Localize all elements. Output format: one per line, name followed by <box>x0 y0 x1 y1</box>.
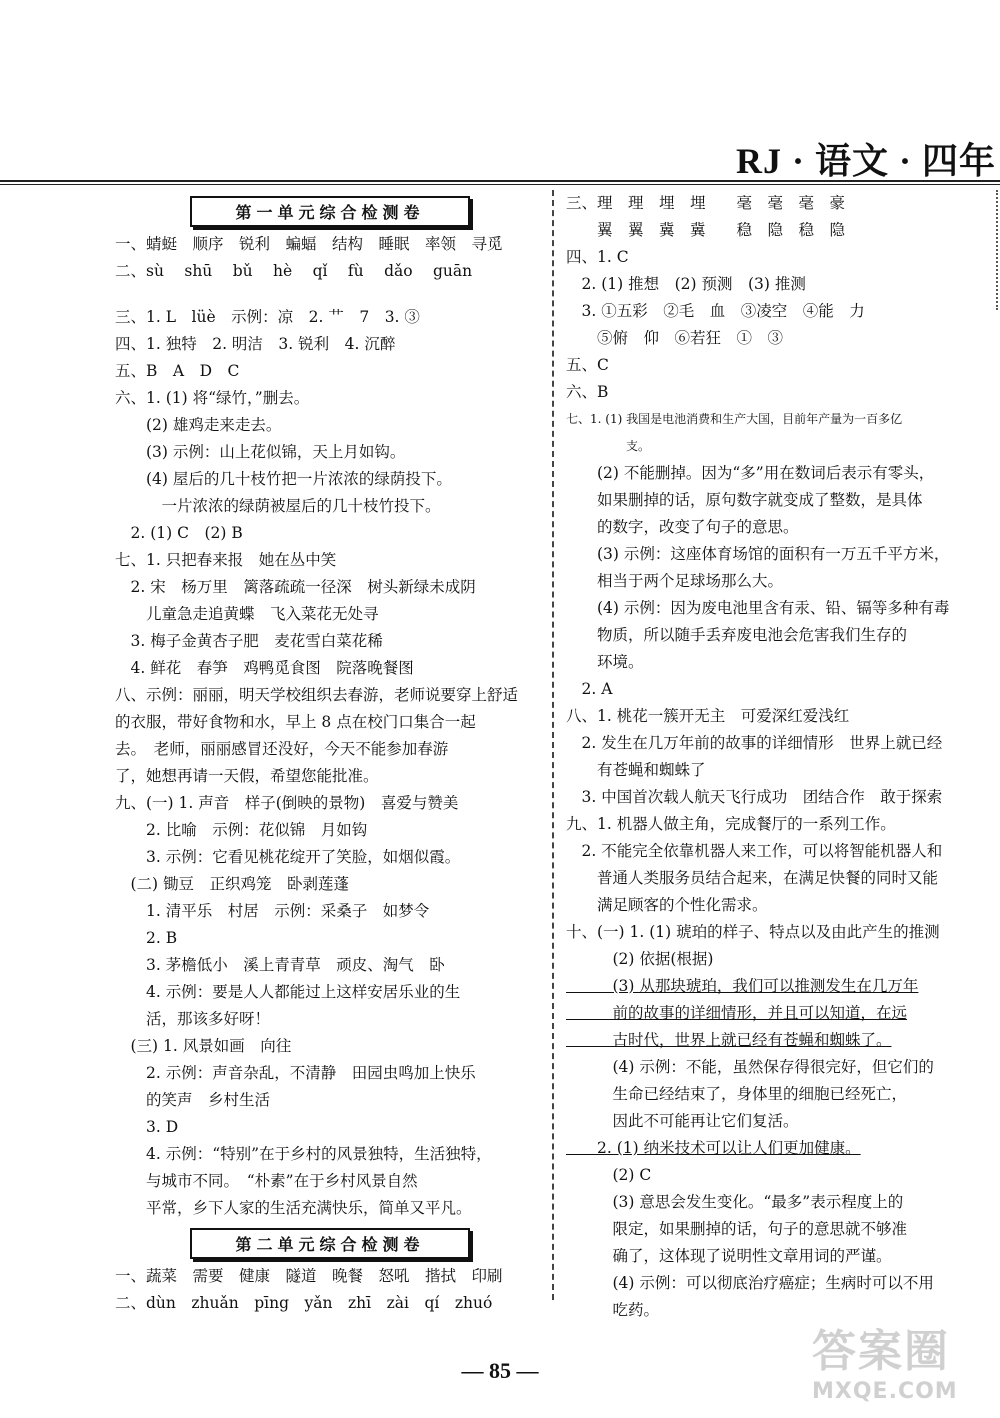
underlined-answer-line: 古时代，世界上就已经有苍蝇和蜘蛛了。 <box>566 1031 892 1049</box>
answer-line: 2. B <box>115 929 178 947</box>
answer-line: (3) 示例：山上花似锦，天上月如钩。 <box>115 443 406 461</box>
right-column <box>566 190 996 1324</box>
answer-line: 七、1. (1) 我国是电池消费和生产大国，目前年产量为一百多亿 <box>566 412 903 426</box>
answer-line: 八、1. 桃花一簇开无主 可爱深红爱浅红 <box>566 707 850 725</box>
underlined-answer-line: 2. (1) 纳米技术可以让人们更加健康。 <box>566 1139 861 1157</box>
answer-line: 六、B <box>566 383 609 401</box>
answer-line: 四、1. 独特 2. 明洁 3. 锐利 4. 沉醉 <box>115 335 396 353</box>
header-rule <box>0 180 1000 182</box>
answer-line: 2. A <box>566 680 613 698</box>
answer-line: 的衣服，带好食物和水，早上 8 点在校门口集合一起 <box>115 713 476 731</box>
answer-line: (2) 不能删掉。因为“多”用在数词后表示有零头， <box>566 464 935 482</box>
underlined-answer-line: (3) 从那块琥珀，我们可以推测发生在几万年 <box>566 977 919 995</box>
answer-line: 三、理 理 埋 埋 毫 毫 毫 豪 <box>566 194 846 212</box>
answer-line: 2. 发生在几万年前的故事的详细情形 世界上就已经 <box>566 734 943 752</box>
answer-line: 2. (1) 推想 (2) 预测 (3) 推测 <box>566 275 806 293</box>
answer-line: 与城市不同。 “朴素”在于乡村风景自然 <box>115 1172 418 1190</box>
answer-line: 三、1. L lüè 示例：凉 2. 艹 7 3. ③ <box>115 308 420 326</box>
answer-line: (3) 示例：这座体育场馆的面积有一万五千平方米， <box>566 545 950 563</box>
section-title-unit-2: 第二单元综合检测卷 <box>190 1228 470 1259</box>
answer-line: 一片浓浓的绿荫被屋后的几十枝竹投下。 <box>115 497 441 515</box>
answer-line: 2. (1) C (2) B <box>115 524 243 542</box>
answer-line: 支。 <box>566 439 651 453</box>
answer-line: 2. 宋 杨万里 篱落疏疏一径深 树头新绿未成阴 <box>115 578 476 596</box>
answer-line: 因此不可能再让它们复活。 <box>566 1112 799 1130</box>
answer-line: (4) 示例：不能，虽然保存得很完好，但它们的 <box>566 1058 934 1076</box>
margin-dotted-mark <box>996 190 998 310</box>
answer-line: (二) 锄豆 正织鸡笼 卧剥莲蓬 <box>115 875 350 893</box>
answer-line: 3. 示例：它看见桃花绽开了笑脸，如烟似霞。 <box>115 848 461 866</box>
answer-line: 普通人类服务员结合起来，在满足快餐的同时又能 <box>566 869 939 887</box>
left-column <box>115 190 545 1317</box>
answer-line: 2. 不能完全依靠机器人来工作，可以将智能机器人和 <box>566 842 943 860</box>
answer-line: 的笑声 乡村生活 <box>115 1091 271 1109</box>
answer-line: 去。 老师，丽丽感冒还没好，今天不能参加春游 <box>115 740 449 758</box>
answer-line: 吃药。 <box>566 1301 660 1319</box>
answer-line: 确了，这体现了说明性文章用词的严谨。 <box>566 1247 892 1265</box>
answer-line: 1. 清平乐 村居 示例：采桑子 如梦令 <box>115 902 430 920</box>
answer-line: 物质，所以随手丢弃废电池会危害我们生存的 <box>566 626 908 644</box>
answer-line: 平常，乡下人家的生活充满快乐，简单又平凡。 <box>115 1199 472 1217</box>
answer-line: 翼 翼 冀 冀 稳 隐 稳 隐 <box>566 221 846 239</box>
answer-line: 活，那该多好呀！ <box>115 1010 271 1028</box>
answer-line: (2) C <box>566 1166 652 1184</box>
answer-line: (4) 示例：可以彻底治疗癌症；生病时可以不用 <box>566 1274 934 1292</box>
answer-line: (4) 屋后的几十枝竹把一片浓浓的绿荫投下。 <box>115 470 452 488</box>
page-header-title: RJ · 语文 · 四年 <box>735 141 996 181</box>
section-title-unit-1: 第一单元综合检测卷 <box>190 196 470 227</box>
answer-line: 一、蔬菜 需要 健康 隧道 晚餐 怒吼 揩拭 印刷 <box>115 1267 503 1285</box>
answer-line: 九、(一) 1. 声音 样子(倒映的景物) 喜爱与赞美 <box>115 794 459 812</box>
answer-line: 儿童急走追黄蝶 飞入菜花无处寻 <box>115 605 379 623</box>
answer-line: 生命已经结束了，身体里的细胞已经死亡， <box>566 1085 908 1103</box>
page-number: — 85 — <box>461 1358 539 1383</box>
answer-line: 3. 梅子金黄杏子肥 麦花雪白菜花稀 <box>115 632 383 650</box>
answer-line: 七、1. 只把春来报 她在丛中笑 <box>115 551 337 569</box>
answer-line: 有苍蝇和蜘蛛了 <box>566 761 706 779</box>
answer-line: 4. 示例：要是人人都能过上这样安居乐业的生 <box>115 983 461 1001</box>
answer-line: 一、蜻蜓 顺序 锐利 蝙蝠 结构 睡眠 率领 寻觅 <box>115 235 503 253</box>
answer-line: 3. D <box>115 1118 179 1136</box>
answer-line: 五、B A D C <box>115 362 240 380</box>
answer-line: 3. ①五彩 ②毛 血 ③凌空 ④能 力 <box>566 302 865 320</box>
answer-line: 九、1. 机器人做主角，完成餐厅的一系列工作。 <box>566 815 896 833</box>
answer-line: 十、(一) 1. (1) 琥珀的样子、特点以及由此产生的推测 <box>566 923 940 941</box>
answer-line: 二、dùn zhuǎn pīng yǎn zhī zài qí zhuó <box>115 1294 493 1312</box>
answer-line: ⑤俯 仰 ⑥若狂 ① ③ <box>566 329 784 347</box>
section-1-answers <box>115 231 545 1222</box>
answer-line: 相当于两个足球场那么大。 <box>566 572 784 590</box>
answer-line: 了，她想再请一天假，希望您能批准。 <box>115 767 379 785</box>
answer-line: 满足顾客的个性化需求。 <box>566 896 768 914</box>
answer-line: 四、1. C <box>566 248 629 266</box>
answer-line: 六、1. (1) 将“绿竹，”删去。 <box>115 389 310 407</box>
answer-line: (4) 示例：因为废电池里含有汞、铅、镉等多种有毒 <box>566 599 950 617</box>
answer-line: 4. 示例：“特别”在于乡村的风景独特，生活独特， <box>115 1145 492 1163</box>
answer-line: 二、sù shū bǔ hè qǐ fù dǎo guān <box>115 262 473 280</box>
watermark-url-text: MXQE.COM <box>812 1379 958 1404</box>
answer-line: 八、示例：丽丽，明天学校组织去春游，老师说要穿上舒适 <box>115 686 519 704</box>
answer-line: 限定，如果删掉的话，句子的意思就不够准 <box>566 1220 908 1238</box>
answer-line: 如果删掉的话，原句数字就变成了整数，是具体 <box>566 491 923 509</box>
header-rule-thin <box>0 184 1000 185</box>
underlined-answer-line: 前的故事的详细情形，并且可以知道，在远 <box>566 1004 908 1022</box>
answer-line: 2. 示例：声音杂乱，不清静 田园虫鸣加上快乐 <box>115 1064 476 1082</box>
answer-line: 的数字，改变了句子的意思。 <box>566 518 799 536</box>
answer-line: 2. 比喻 示例：花似锦 月如钩 <box>115 821 368 839</box>
answer-line: (2) 依据(根据) <box>566 950 714 968</box>
watermark-seal-text: 答案圈 <box>812 1326 950 1377</box>
answer-line: (3) 意思会发生变化。“最多”表示程度上的 <box>566 1193 904 1211</box>
answer-line: 五、C <box>566 356 609 374</box>
section-2-answers <box>115 1263 545 1317</box>
answer-line: 环境。 <box>566 653 644 671</box>
answer-line: 3. 中国首次载人航天飞行成功 团结合作 敢于探索 <box>566 788 943 806</box>
column-divider <box>552 190 554 1300</box>
answer-line: 3. 茅檐低小 溪上青青草 顽皮、淘气 卧 <box>115 956 445 974</box>
watermark-logo <box>812 1315 992 1415</box>
answer-line: 4. 鲜花 春笋 鸡鸭觅食图 院落晚餐图 <box>115 659 414 677</box>
answer-line: (三) 1. 风景如画 向往 <box>115 1037 292 1055</box>
answer-line: (2) 雄鸡走来走去。 <box>115 416 282 434</box>
